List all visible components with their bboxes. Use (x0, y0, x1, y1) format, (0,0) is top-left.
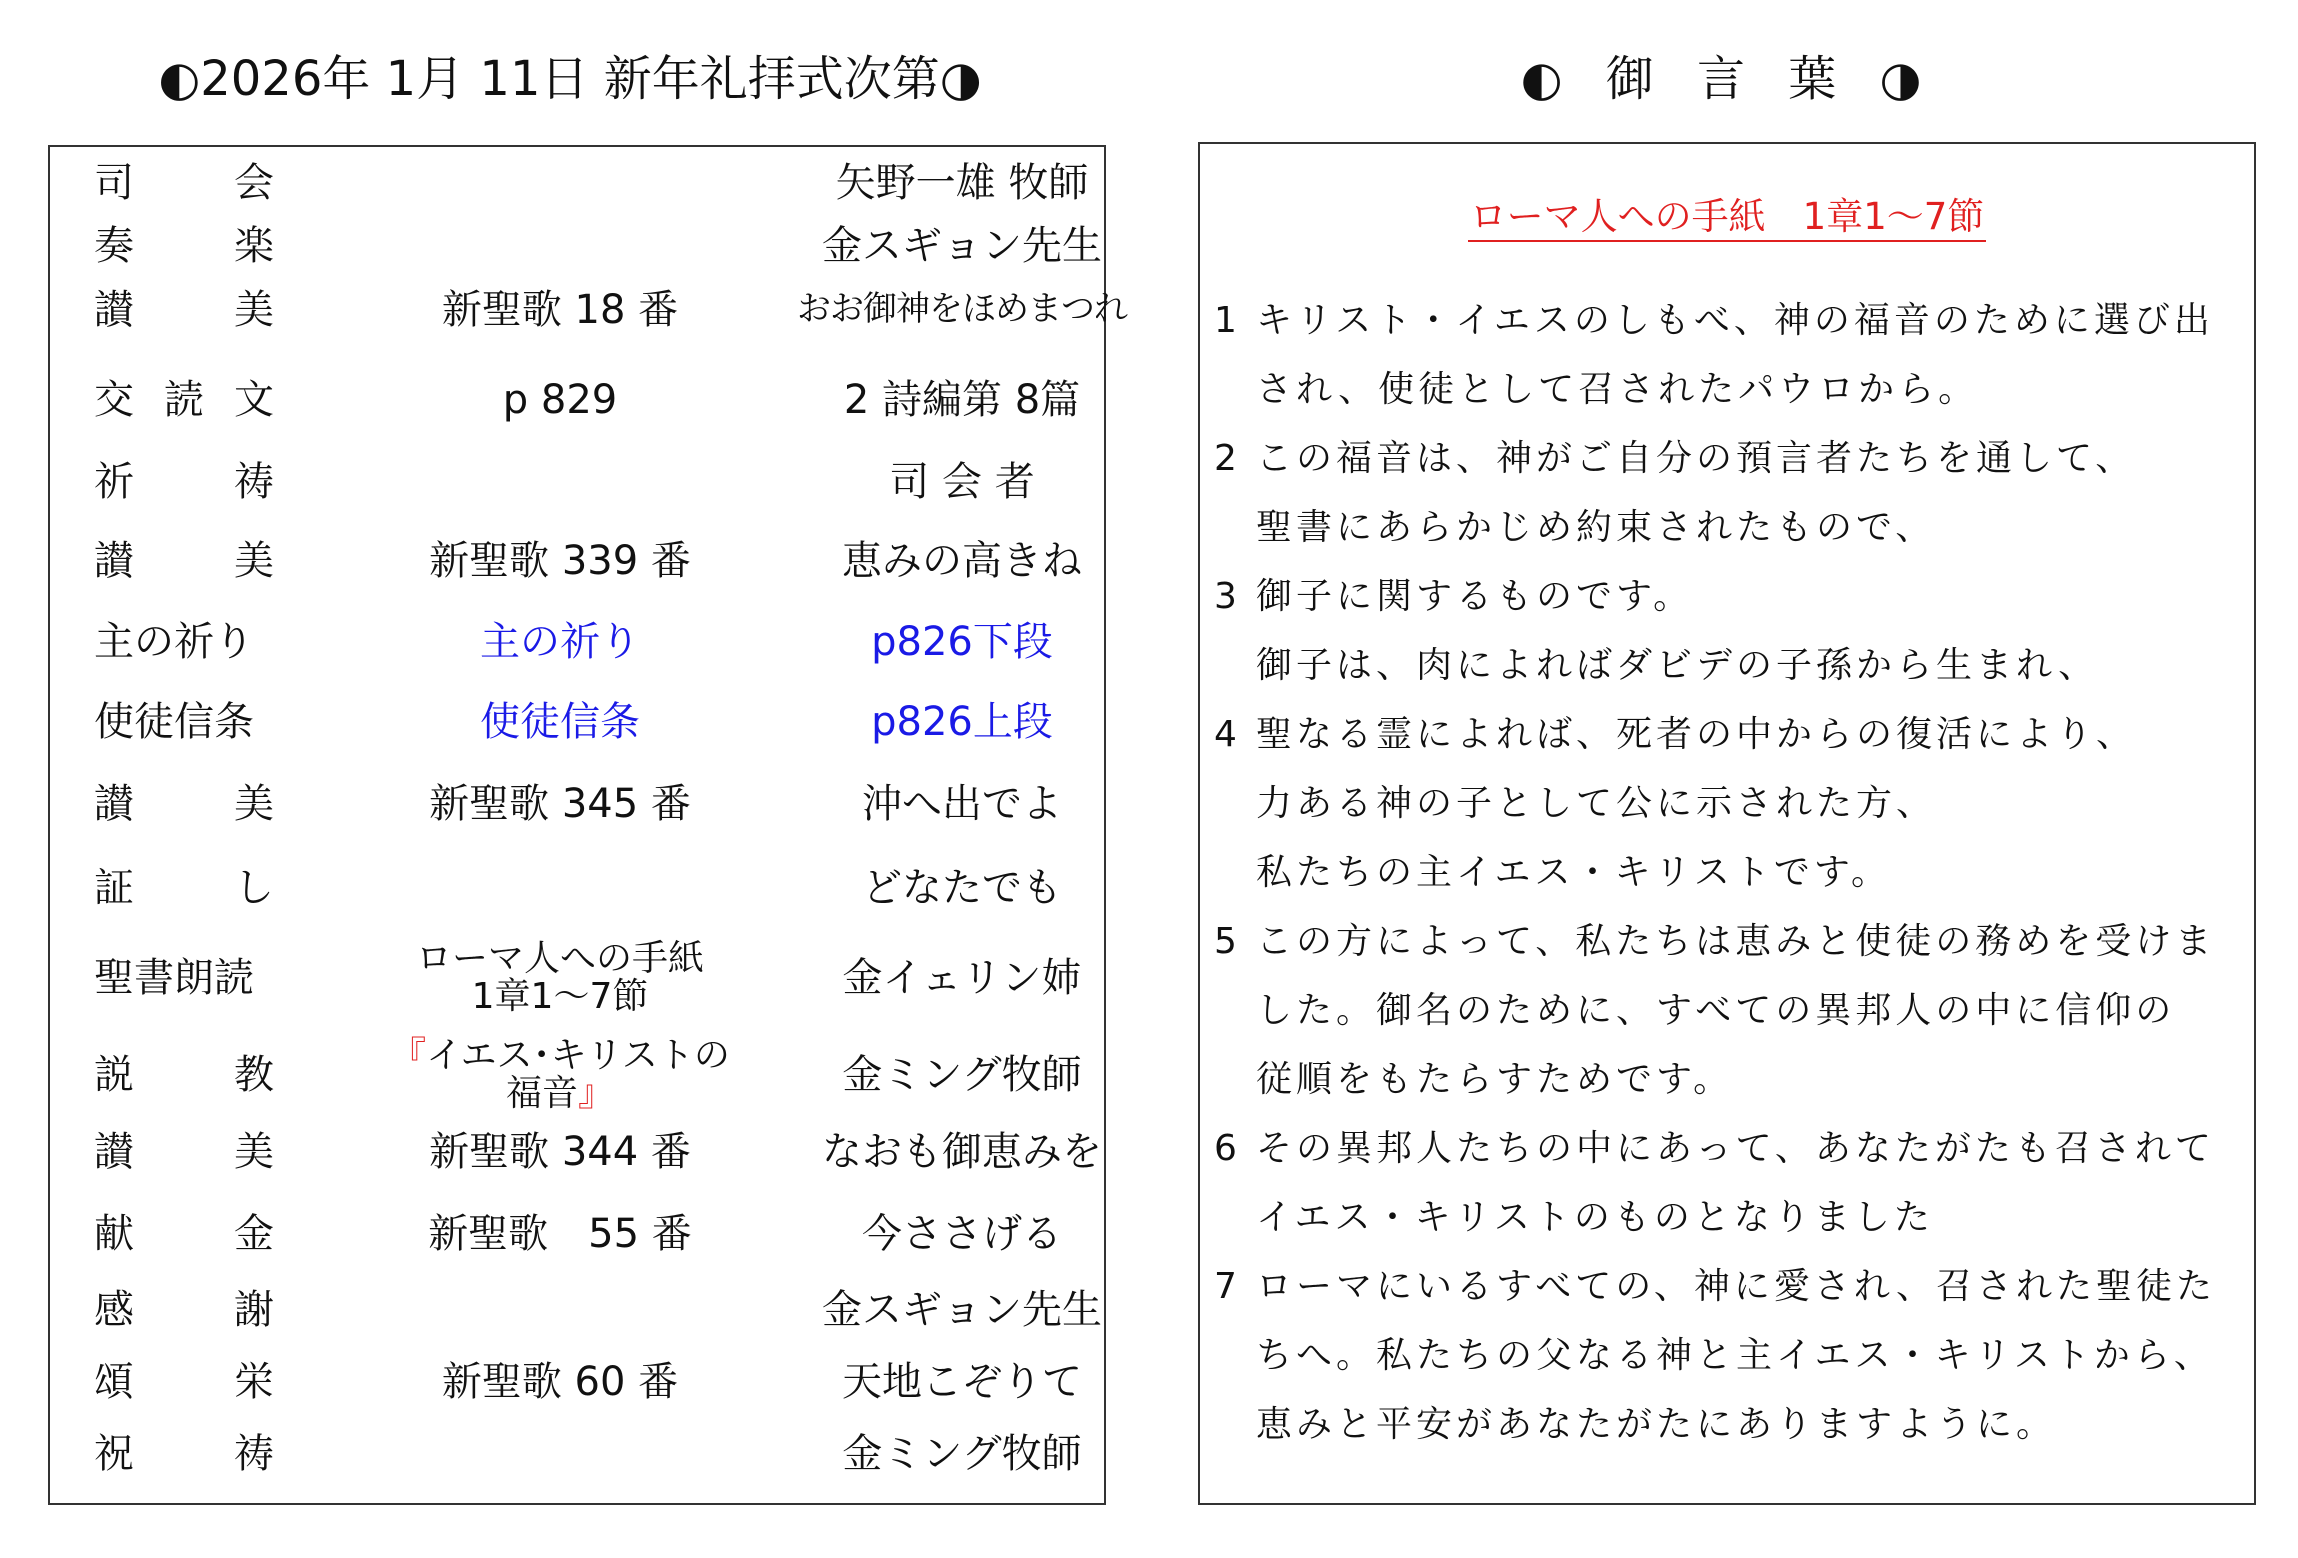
program-item-person: p826上段 (871, 699, 1053, 745)
label-char: 祷 (234, 459, 274, 505)
program-item-label (94, 1032, 274, 1118)
verse-number: 4 (1214, 714, 1237, 755)
verse-text: ちへ。私たちの父なる神と主イエス・キリストから、 (1256, 1335, 2214, 1376)
program-item-person: 天地こぞりて (842, 1359, 1082, 1405)
program-row (50, 935, 1104, 1021)
label-char: 司 (94, 160, 134, 206)
bracket-open: 『 (390, 1035, 427, 1077)
program-item-person: おお御神をほめまつれ (797, 289, 1127, 330)
verse-text: キリスト・イエスのしもべ、神の福音のために選び出 (1256, 300, 2214, 341)
verse-line (1214, 1396, 2244, 1447)
program-item-person: p826下段 (871, 619, 1053, 665)
program-item-detail: p 829 (502, 377, 618, 423)
program-item-person: なおも御恵みを (822, 1129, 1102, 1175)
program-item-label (94, 774, 274, 834)
verse-text: 聖なる霊によれば、死者の中からの復活により、 (1256, 714, 2137, 755)
label-char: 読 (164, 377, 204, 423)
verse-line (1214, 844, 2244, 895)
bracket-close: 』 (578, 1073, 615, 1114)
verse-line (1214, 361, 2244, 412)
verse-text: ローマにいるすべての、神に愛され、召された聖徒た (1256, 1266, 2217, 1307)
verse-number: 3 (1214, 576, 1237, 617)
verse-line (1214, 706, 2244, 757)
label-char: 美 (234, 538, 274, 584)
label-char: 感 (94, 1287, 134, 1333)
program-item-label (94, 452, 274, 512)
verse-line (1214, 982, 2244, 1033)
program-row (50, 452, 1104, 512)
label-char: 祷 (234, 1431, 274, 1477)
verse-line (1214, 430, 2244, 481)
detail-line (416, 940, 704, 978)
verse-text: イエス・キリストのものとなりました (1256, 1197, 1934, 1238)
program-row (50, 216, 1104, 276)
program-item-label (94, 531, 274, 591)
program-item-label (94, 216, 274, 276)
verse-text: この方によって、私たちは恵みと使徒の務めを受けま (1256, 921, 2216, 962)
program-item-label (94, 1122, 274, 1182)
label-char: 教 (234, 1052, 274, 1098)
verse-line (1214, 1051, 2244, 1102)
label-char: 会 (234, 160, 274, 206)
label-char: 祈 (94, 459, 134, 505)
program-item-label (94, 370, 274, 430)
label-char: 栄 (234, 1359, 274, 1405)
detail-line (390, 1037, 730, 1075)
verse-text: この福音は、神がご自分の預言者たちを通して、 (1256, 438, 2136, 479)
verse-line (1214, 1258, 2244, 1309)
program-row (50, 153, 1104, 213)
label-char: 説 (94, 1052, 134, 1098)
program-item-person: 金ミング牧師 (842, 1052, 1082, 1098)
verse-number: 1 (1214, 300, 1237, 341)
label-char: 美 (234, 1129, 274, 1175)
verse-line (1214, 292, 2244, 343)
program-row (50, 692, 1104, 752)
program-row (50, 1352, 1104, 1412)
program-item-person: 金スギョン先生 (822, 223, 1102, 269)
program-item-label: 使徒信条 (94, 699, 254, 745)
verse-number: 7 (1214, 1266, 1237, 1307)
order-of-service-box (48, 145, 1127, 1505)
label-char: 楽 (234, 223, 274, 269)
program-item-person: 司 会 者 (889, 459, 1035, 505)
detail-text: 福音 (505, 1073, 578, 1114)
verse-line (1214, 1327, 2244, 1378)
program-row (50, 1424, 1104, 1484)
verse-line (1214, 775, 2244, 826)
label-char: 讃 (94, 781, 134, 827)
program-item-label (94, 1280, 274, 1340)
program-item-detail: 新聖歌 339 番 (429, 538, 691, 584)
detail-line (506, 1075, 614, 1113)
program-row (50, 531, 1104, 591)
program-item-label (94, 153, 274, 213)
verse-text: した。御名のために、すべての異邦人の中に信仰の (1256, 990, 2176, 1031)
program-item-detail: 新聖歌 60 番 (441, 1359, 679, 1405)
verse-number: 2 (1214, 438, 1237, 479)
verse-line (1214, 568, 2244, 619)
verse-text: 力ある神の子として公に示された方、 (1256, 783, 1937, 824)
program-row (50, 1204, 1104, 1264)
program-item-label (94, 1352, 274, 1412)
label-char: 献 (94, 1211, 134, 1257)
verse-text: その異邦人たちの中にあって、あなたがたも召されて (1256, 1128, 2215, 1169)
program-row (50, 370, 1104, 430)
verse-text: 御子に関するものです。 (1256, 576, 1694, 617)
label-char: 美 (234, 287, 274, 333)
verse-text: され、使徒として召されたパウロから。 (1256, 369, 1979, 410)
label-char: 文 (234, 377, 274, 423)
label-char: し (234, 865, 274, 911)
program-item-person: 金スギョン先生 (822, 1287, 1102, 1333)
program-item-detail: 新聖歌 55 番 (428, 1211, 692, 1257)
label-char: 金 (234, 1211, 274, 1257)
program-item-person: どなたでも (862, 865, 1062, 911)
program-row (50, 612, 1104, 672)
label-char: 讃 (94, 538, 134, 584)
verse-text: 御子は、肉によればダビデの子孫から生まれ、 (1256, 645, 2099, 686)
verse-line (1214, 1120, 2244, 1171)
program-item-person: 金ミング牧師 (842, 1431, 1082, 1477)
verse-line (1214, 637, 2244, 688)
program-item-person: 沖へ出でよ (862, 781, 1062, 827)
scripture-box (1198, 142, 2256, 1505)
detail-text: イエス･キリストの (426, 1035, 730, 1077)
passage-heading: ローマ人への手紙 1章1～7節 (1200, 186, 2254, 240)
verse-line (1214, 1189, 2244, 1240)
program-item-label (94, 1424, 274, 1484)
label-char: 交 (94, 377, 134, 423)
label-char: 頌 (94, 1359, 134, 1405)
program-row (50, 1122, 1104, 1182)
program-item-detail: 使徒信条 (480, 699, 640, 745)
label-char: 祝 (94, 1431, 134, 1477)
program-item-person: 矢野一雄 牧師 (835, 160, 1089, 206)
label-char: 讃 (94, 1129, 134, 1175)
program-item-detail: 主の祈り (480, 619, 640, 665)
detail-text: 1章1～7節 (471, 976, 649, 1017)
program-row (50, 774, 1104, 834)
program-item-detail: 新聖歌 345 番 (429, 781, 691, 827)
program-item-person: 今ささげる (862, 1211, 1062, 1257)
verse-number: 5 (1214, 921, 1237, 962)
label-char: 美 (234, 781, 274, 827)
program-item-label (94, 858, 274, 918)
program-item-label: 聖書朗読 (94, 955, 254, 1001)
scripture-title: ◐ 御 言 葉 ◑ (1520, 51, 1936, 107)
detail-line (472, 978, 649, 1016)
program-item-label (94, 280, 274, 340)
program-item-person: 金イェリン姉 (842, 955, 1082, 1001)
verse-text: 聖書にあらかじめ約束されたもので、 (1256, 507, 1936, 548)
label-char: 証 (94, 865, 134, 911)
program-item-detail: 新聖歌 18 番 (441, 287, 679, 333)
program-item-detail (340, 935, 780, 1021)
program-row (50, 1032, 1104, 1118)
program-row (50, 858, 1104, 918)
verse-text: 私たちの主イエス・キリストです。 (1256, 852, 1891, 893)
program-item-label (94, 1204, 274, 1264)
label-char: 奏 (94, 223, 134, 269)
verse-text: 恵みと平安があなたがたにありますように。 (1256, 1404, 2057, 1445)
label-char: 讃 (94, 287, 134, 333)
verse-line (1214, 499, 2244, 550)
program-item-label: 主の祈り (94, 619, 254, 665)
verse-number: 6 (1214, 1128, 1237, 1169)
program-item-person: 恵みの高きね (842, 538, 1082, 584)
program-row (50, 280, 1127, 340)
program-item-person: 2 詩編第 8篇 (843, 377, 1081, 423)
program-item-detail: 新聖歌 344 番 (429, 1129, 691, 1175)
program-row (50, 1280, 1104, 1340)
program-title: ◐2026年 1月 11日 新年礼拝式次第◑ (158, 51, 982, 107)
verse-line (1214, 913, 2244, 964)
label-char: 謝 (234, 1287, 274, 1333)
verse-text: 従順をもたらすためです。 (1256, 1059, 1734, 1100)
program-item-detail (340, 1032, 780, 1118)
detail-text: ローマ人への手紙 (415, 938, 704, 980)
